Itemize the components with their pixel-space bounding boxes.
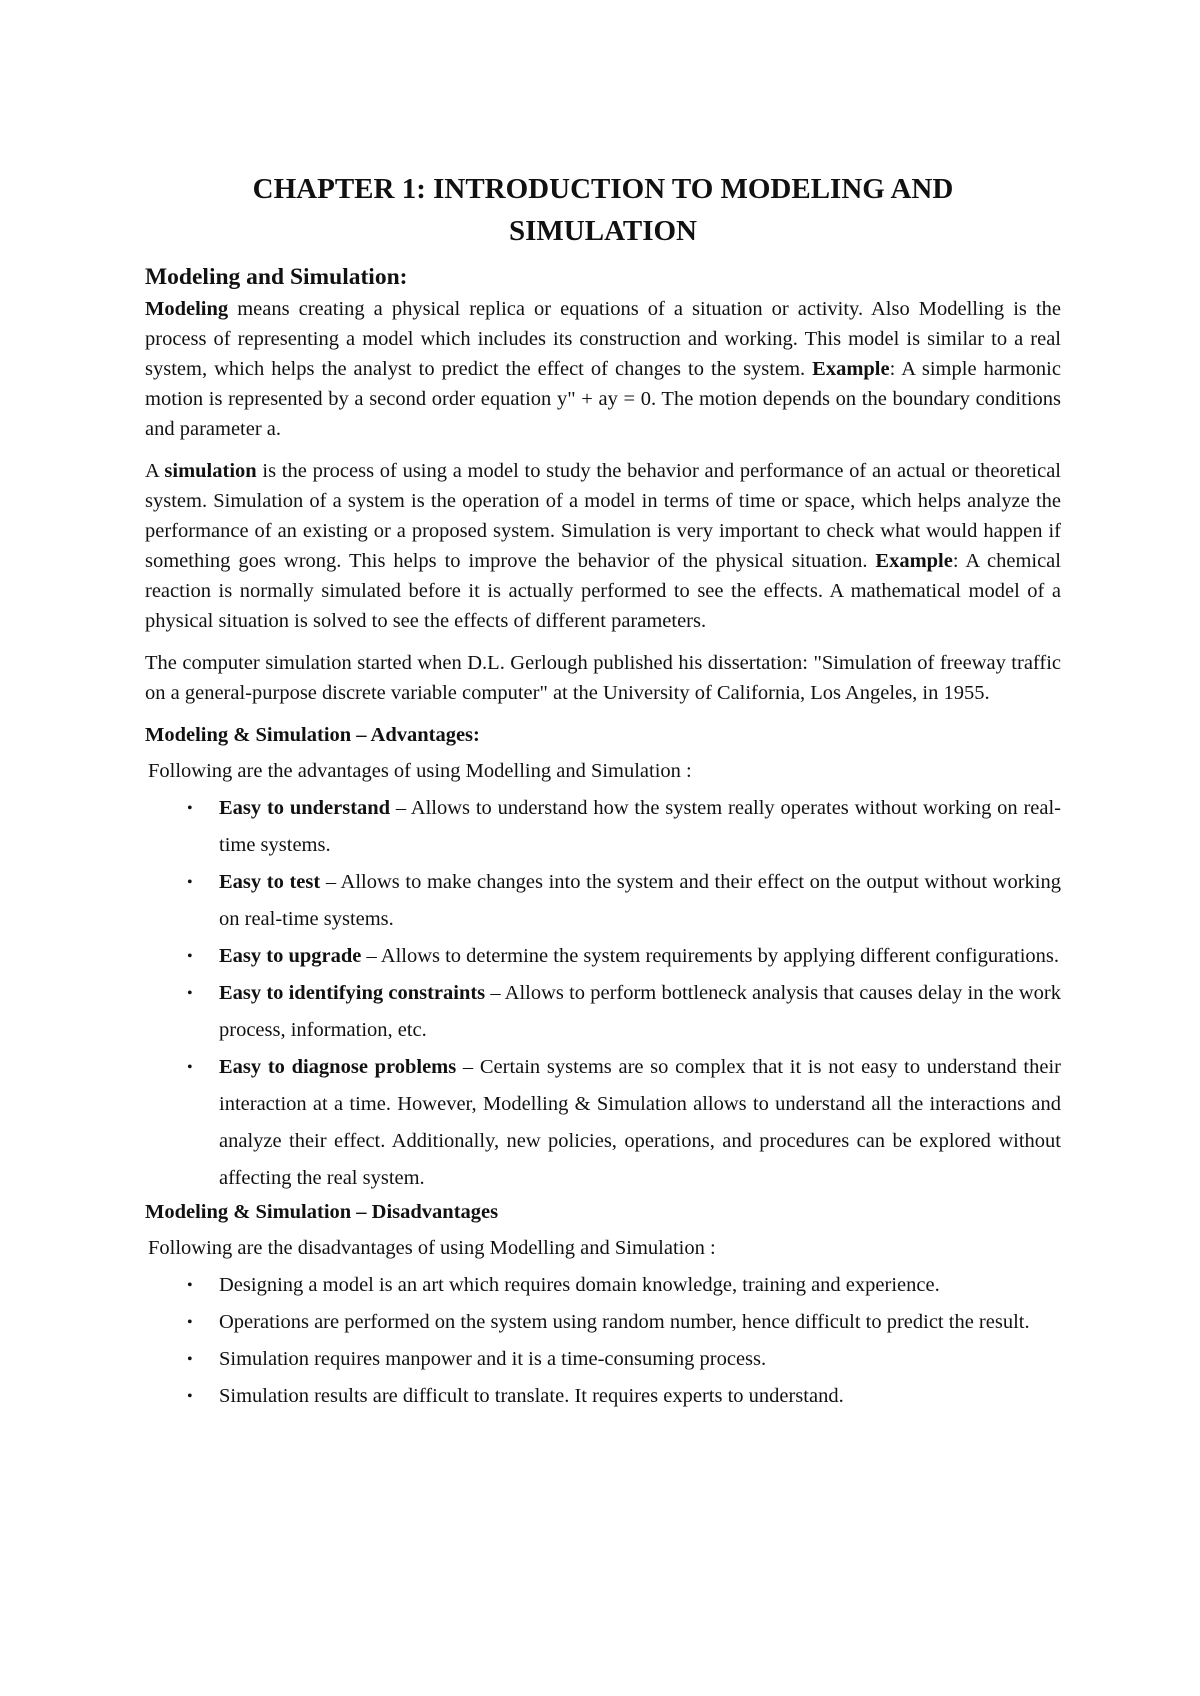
bullet-icon: • — [187, 985, 193, 1002]
advantage-term: Easy to diagnose problems — [219, 1056, 457, 1078]
list-item — [145, 864, 1061, 938]
bullet-icon: • — [187, 1059, 193, 1076]
simulation-text-2: : A chemical reaction is normally simulated before it is actually performed to see the effects. A mathematical model of a physical situation is solved to see the effects of different parameters. — [145, 550, 1061, 632]
advantage-text: – Allows to determine the system requirements by applying different configurations. — [361, 945, 1060, 967]
list-item — [145, 790, 1061, 864]
paragraph-modeling-definition — [145, 294, 1061, 444]
paragraph-simulation-definition — [145, 456, 1061, 636]
term-modeling: Modeling — [145, 298, 229, 320]
disadvantages-heading: Modeling & Simulation – Disadvantages — [145, 1201, 499, 1223]
disadvantage-text: Operations are performed on the system using random number, hence difficult to predict the result. — [219, 1311, 1030, 1333]
modeling-text-1: means creating a physical replica or equations of a situation or activity. Also Modelling is the process of representing a model which includes its construction and working. This model is similar to a real system, which helps the analyst to predict the effect of changes to the system. — [145, 298, 1061, 380]
page-content — [145, 168, 1061, 1415]
bullet-icon: • — [187, 874, 193, 891]
bullet-icon: • — [187, 800, 193, 817]
modeling-text-2: : A simple harmonic motion is represented by a second order equation y" + ay = 0. The motion depends on the boundary conditions and parameter a. — [145, 358, 1061, 440]
bullet-icon: • — [187, 1314, 193, 1331]
bullet-icon: • — [187, 1388, 193, 1405]
bullet-icon: • — [187, 948, 193, 965]
advantage-text: – Allows to perform bottleneck analysis that causes delay in the work process, information, etc. — [219, 982, 1061, 1041]
bullet-icon: • — [187, 1351, 193, 1368]
list-item — [145, 1341, 1061, 1378]
advantages-heading: Modeling & Simulation – Advantages: — [145, 724, 480, 746]
term-simulation: simulation — [164, 460, 257, 482]
disadvantage-text: Designing a model is an art which requires domain knowledge, training and experience. — [219, 1274, 940, 1296]
list-item — [145, 975, 1061, 1049]
advantage-text: – Allows to make changes into the system and their effect on the output without working on real-time systems. — [219, 871, 1061, 930]
list-item — [145, 1267, 1061, 1304]
section-heading-modeling-simulation: Modeling and Simulation: — [145, 264, 408, 290]
list-item — [145, 1378, 1061, 1415]
advantage-term: Easy to test — [219, 871, 321, 893]
example-label: Example — [875, 550, 953, 572]
advantages-intro: Following are the advantages of using Modelling and Simulation : — [148, 760, 692, 782]
simulation-text-1: is the process of using a model to study the behavior and performance of an actual or theoretical system. Simulation of a system is the operation of a model in terms of time or space, which helps analyze the performance of an existing or a proposed system. Simulation is very important to check what would happen if something goes wrong. This helps to improve the behavior of the physical situation. — [145, 460, 1061, 572]
advantages-list — [145, 790, 1061, 1197]
advantage-term: Easy to understand — [219, 797, 391, 819]
example-label: Example — [812, 358, 890, 380]
disadvantage-text: Simulation results are difficult to translate. It requires experts to understand. — [219, 1385, 844, 1407]
paragraph-history: The computer simulation started when D.L. Gerlough published his dissertation: "Simulation of freeway traffic on a general-purpose discrete variable computer" at the University of California, Los Angeles, in 1955. — [145, 652, 1061, 704]
disadvantages-list — [145, 1267, 1061, 1415]
chapter-title: CHAPTER 1: INTRODUCTION TO MODELING AND SIMULATION — [252, 173, 954, 247]
disadvantages-intro: Following are the disadvantages of using Modelling and Simulation : — [148, 1237, 716, 1259]
simulation-lead: A — [145, 460, 165, 482]
bullet-icon: • — [187, 1277, 193, 1294]
list-item — [145, 1049, 1061, 1197]
advantage-term: Easy to identifying constraints — [219, 982, 486, 1004]
list-item — [145, 938, 1061, 975]
disadvantage-text: Simulation requires manpower and it is a time-consuming process. — [219, 1348, 767, 1370]
advantage-text: – Allows to understand how the system really operates without working on real-time systems. — [219, 797, 1061, 856]
advantage-term: Easy to upgrade — [219, 945, 362, 967]
list-item — [145, 1304, 1061, 1341]
advantage-text: – Certain systems are so complex that it is not easy to understand their interaction at a time. However, Modelling & Simulation allows to understand all the interactions and analyze their effect. Additionally, new policies, operations, and procedures can be explored without affecting the real system. — [219, 1056, 1061, 1189]
